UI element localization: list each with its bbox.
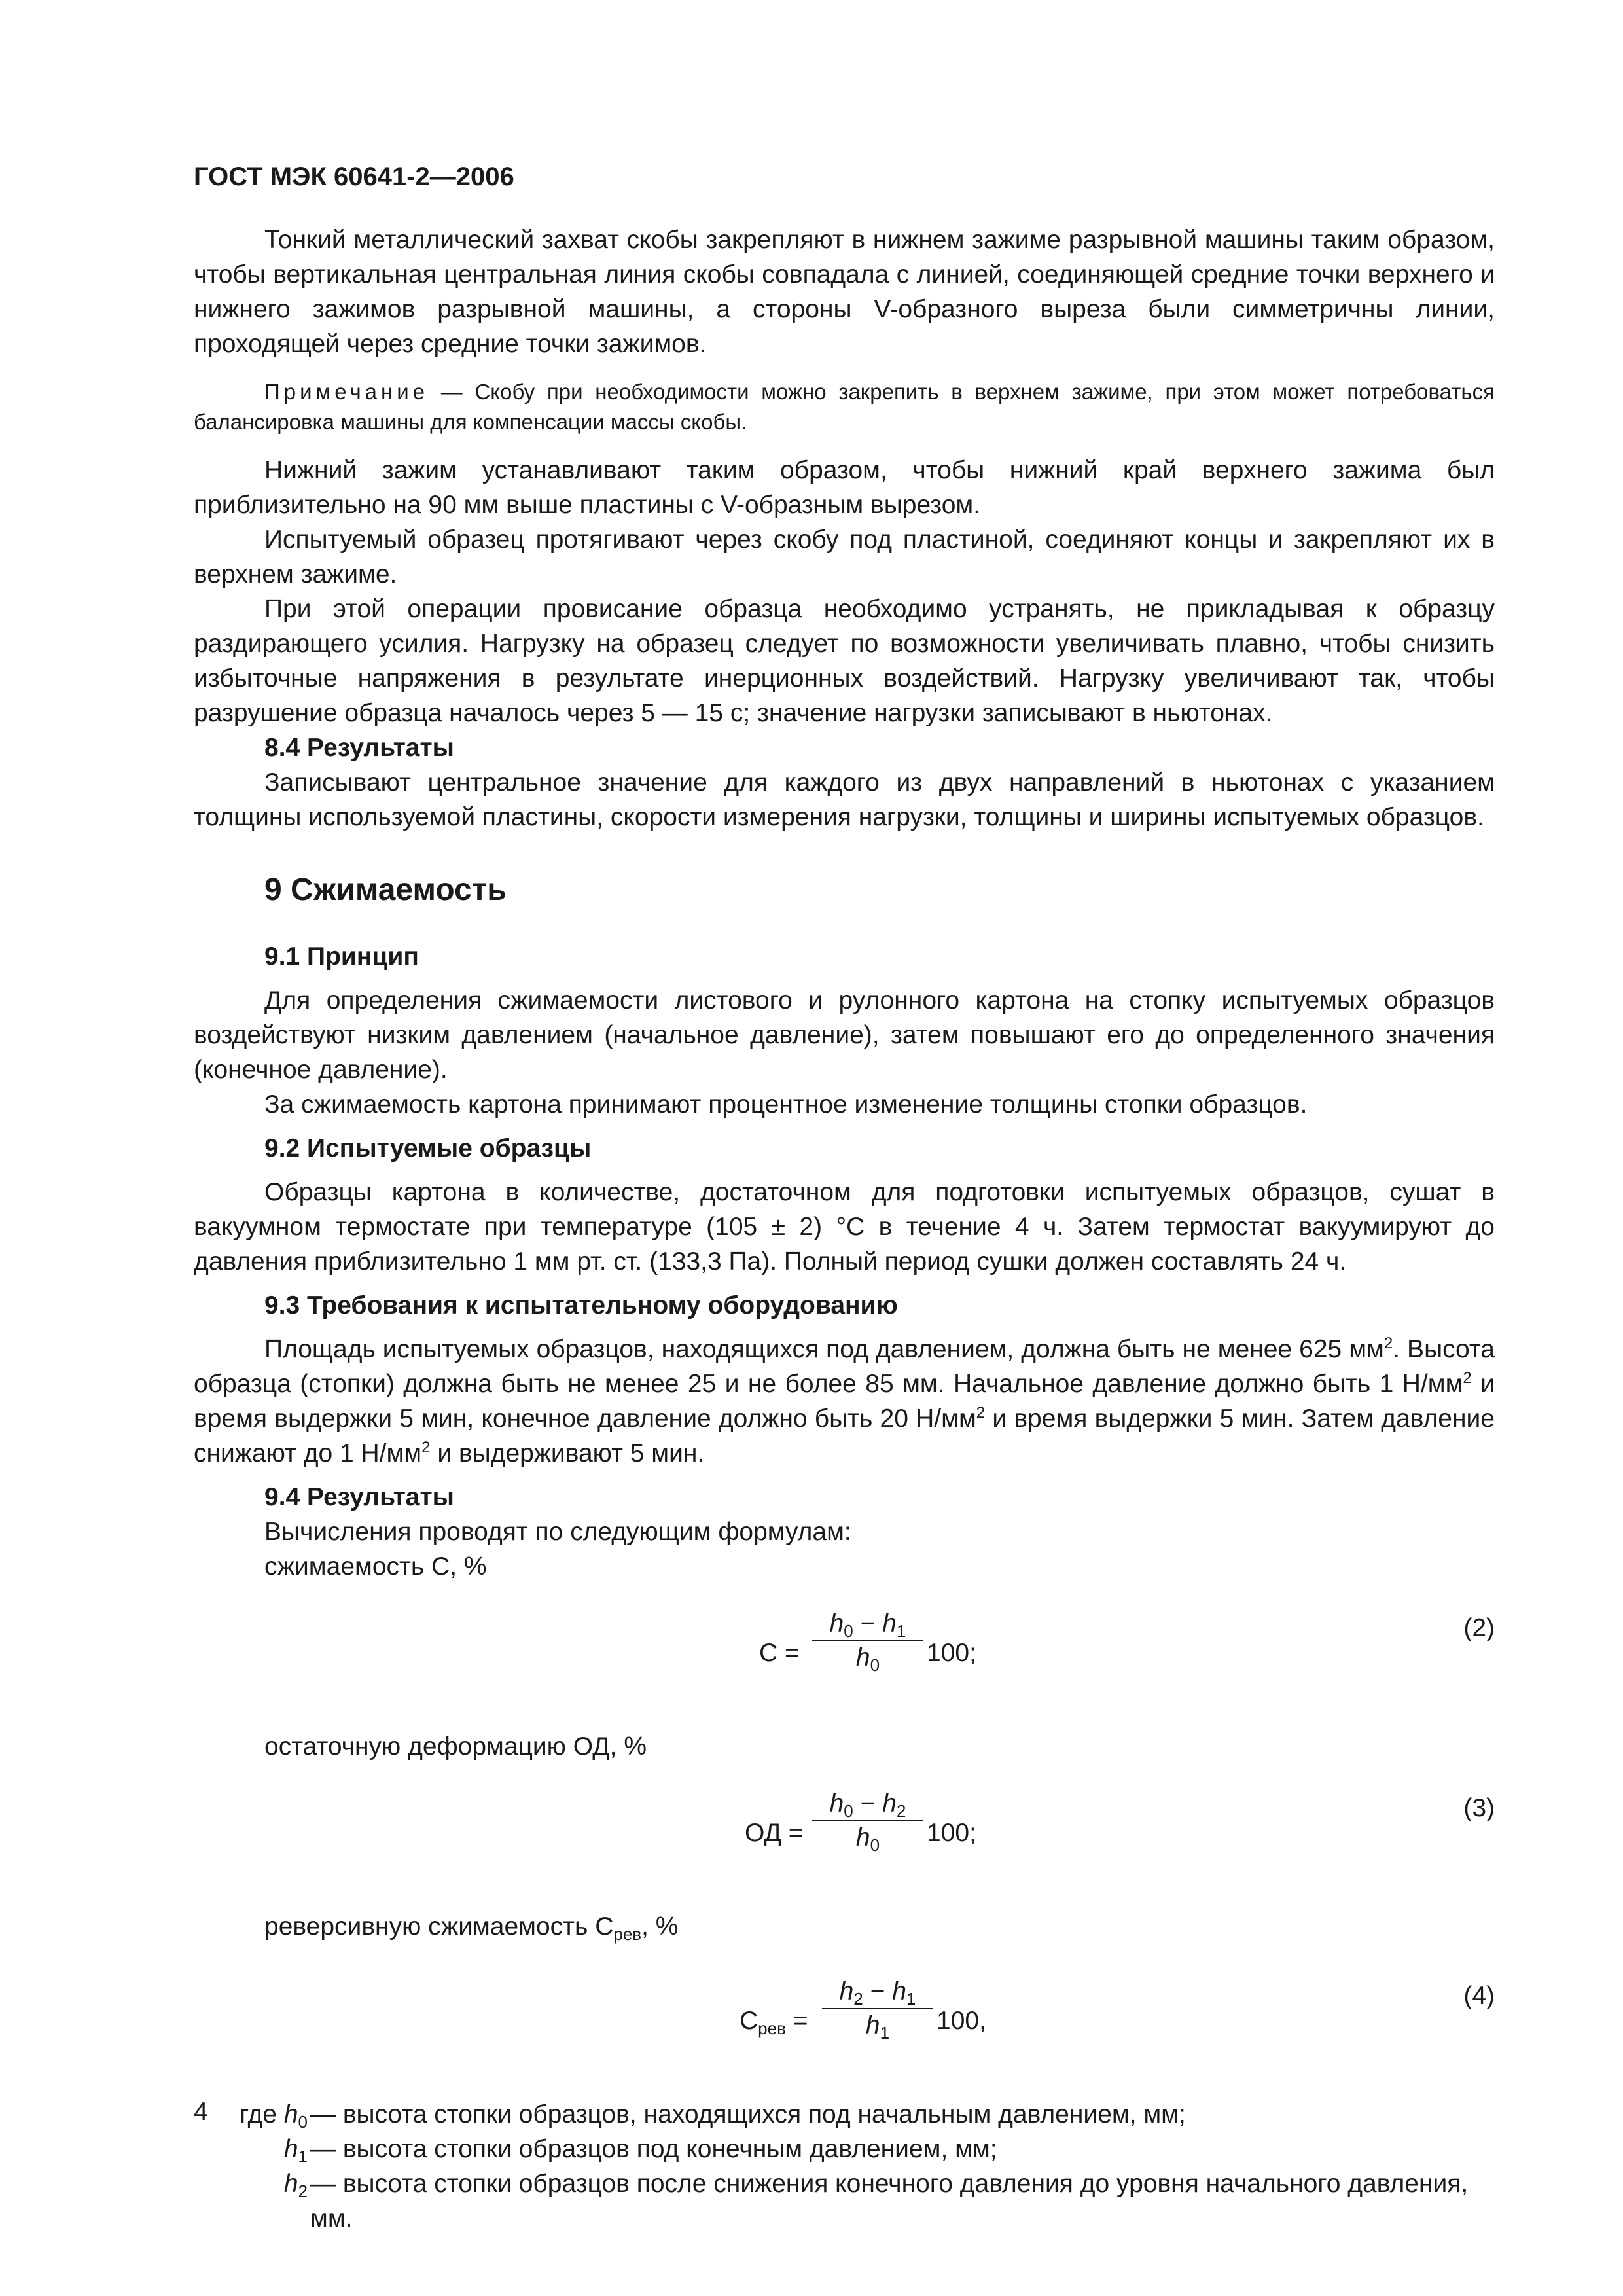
label-residual-deformation: остаточную деформацию ОД, % bbox=[264, 1732, 647, 1761]
legend-row-h0: где $h_0$ — высота стопки образцов, находящихся под начальным давлением, мм; bbox=[240, 2100, 1186, 2132]
page-content bbox=[194, 223, 1495, 2236]
paragraph-specimen-threading: Испытуемый образец протягивают через скобу под пластиной, соединяют концы и закрепляют их в верхнем зажиме. bbox=[194, 526, 1495, 588]
formula-2 bbox=[194, 1607, 1495, 1706]
formula-4-denominator: $h_1$ bbox=[865, 2011, 890, 2043]
paragraph-principle: Для определения сжимаемости листового и рулонного картона на стопку испытуемых образцов воздействуют низким давлением (начальное давление), затем повышают его до определенного значения (конечное давление). bbox=[194, 986, 1495, 1084]
formula-4-numerator: $h_2 - h_1$ bbox=[822, 1975, 933, 2009]
formula-3-numerator: $h_0 - h_2$ bbox=[812, 1787, 923, 1821]
heading-9-3: 9.3 Требования к испытательному оборудованию bbox=[264, 1291, 898, 1319]
paragraph-equipment: Площадь испытуемых образцов, находящихся под давлением, должна быть не менее 625 $мм^2$. Высота образца (стопки) должна быть не менее 25 и не более 85 мм. Начальное давление должно быть 1 $Н/мм^2$ и время выдержки 5 мин, конечное давление должно быть 20 $Н/мм^2$ и время выдержки 5 мин. Затем давление снижают до 1 $Н/мм^2$ и выдерживают 5 мин. bbox=[194, 1335, 1495, 1467]
paragraph-compressibility-definition: За сжимаемость картона принимают процентное изменение толщины стопки образцов. bbox=[264, 1090, 1308, 1119]
page-number: 4 bbox=[194, 2098, 208, 2126]
paragraph-clamp-fixing: Тонкий металлический захват скобы закрепляют в нижнем зажиме разрывной машины таким образом, чтобы вертикальная центральная линия скобы совпадала с линией, соединяющей средние точки верхнего и нижнего зажимов разрывной машины, а стороны V-образного выреза были симметричны линии, проходящей через средние точки зажимов. bbox=[194, 226, 1495, 358]
label-compressibility: сжимаемость С, % bbox=[264, 1552, 487, 1581]
formula-3 bbox=[194, 1787, 1495, 1886]
heading-section-9: 9 Сжимаемость bbox=[264, 872, 507, 907]
formula-3-fraction bbox=[812, 1787, 923, 1854]
heading-9-4: 9.4 Результаты bbox=[264, 1483, 454, 1511]
document-header: ГОСТ МЭК 60641-2—2006 bbox=[194, 162, 514, 191]
paragraph-loading: При этой операции провисание образца необходимо устранять, не прикладывая к образцу раздирающего усилия. Нагрузку на образец следует по возможности увеличивать плавно, чтобы снизить избыточные напряжения в результате инерционных воздействий. Нагрузку увеличивают так, чтобы разрушение образца началось через 5 — 15 с; значение нагрузки записывают в ньютонах. bbox=[194, 595, 1495, 727]
paragraph-lower-clamp: Нижний зажим устанавливают таким образом, чтобы нижний край верхнего зажима был приблизительно на 90 мм выше пластины с V-образным вырезом. bbox=[194, 456, 1495, 519]
formula-2-number: (2) bbox=[1463, 1614, 1495, 1642]
formula-2-factor: 100; bbox=[927, 1639, 976, 1667]
formula-4-number: (4) bbox=[1463, 1982, 1495, 2010]
formula-2-denominator: $h_0$ bbox=[855, 1643, 880, 1675]
formula-3-number: (3) bbox=[1463, 1794, 1495, 1822]
heading-9-1: 9.1 Принцип bbox=[264, 942, 419, 971]
paragraph-specimens: Образцы картона в количестве, достаточном для подготовки испытуемых образцов, сушат в вакуумном термостате при температуре (105 ± 2) °С в течение 4 ч. Затем термостат вакуумируют до давления приблизительно 1 мм рт. ст. (133,3 Па). Полный период сушки должен составлять 24 ч. bbox=[194, 1178, 1495, 1276]
formula-3-factor: 100; bbox=[927, 1819, 976, 1847]
paragraph-calculations: Вычисления проводят по следующим формулам: bbox=[264, 1518, 851, 1546]
formula-2-numerator: $h_0 - h_1$ bbox=[812, 1607, 923, 1641]
heading-9-2: 9.2 Испытуемые образцы bbox=[264, 1134, 592, 1162]
label-reversible-compressibility: реверсивную сжимаемость $С_{рев}$, % bbox=[264, 1912, 679, 1944]
variable-legend bbox=[194, 2097, 1495, 2236]
formula-2-fraction bbox=[812, 1607, 923, 1674]
note-text: — Скобу при необходимости можно закрепить в верхнем зажиме, при этом может потребоваться балансировка машины для компенсации массы скобы. bbox=[194, 380, 1495, 434]
note bbox=[194, 377, 1495, 437]
formula-4-fraction bbox=[822, 1975, 933, 2042]
legend-row-h1: $h_1$ — высота стопки образцов под конечным давлением, мм; bbox=[283, 2135, 997, 2166]
formula-4 bbox=[194, 1975, 1495, 2073]
formula-4-lhs: $С_{рев}$ = bbox=[740, 2007, 808, 2038]
paragraph-results-8-4: Записывают центральное значение для каждого из двух направлений в ньютонах с указанием толщины используемой пластины, скорости измерения нагрузки, толщины и ширины испытуемых образцов. bbox=[194, 768, 1495, 831]
note-label: Примечание bbox=[264, 380, 429, 404]
formula-4-factor: 100, bbox=[936, 2007, 986, 2035]
heading-8-4: 8.4 Результаты bbox=[264, 734, 454, 762]
formula-3-lhs: ОД = bbox=[745, 1819, 804, 1847]
formula-3-denominator: $h_0$ bbox=[855, 1823, 880, 1855]
legend-row-h2: $h_2$ — высота стопки образцов после снижения конечного давления до уровня начального давления, мм. bbox=[283, 2170, 1469, 2233]
formula-2-lhs: С = bbox=[759, 1639, 800, 1667]
